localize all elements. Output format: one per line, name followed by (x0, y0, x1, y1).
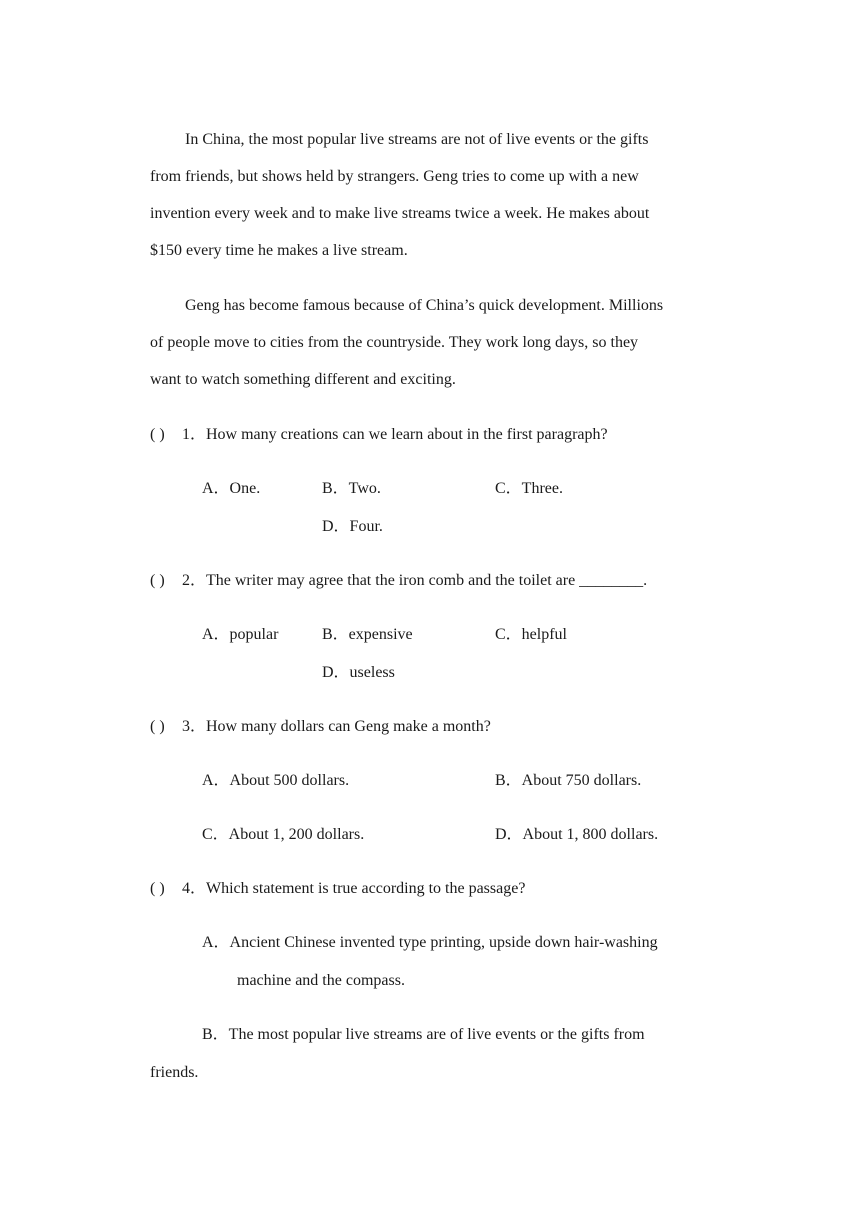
question-stem: 3．How many dollars can Geng make a month? (182, 718, 491, 735)
passage-line: Geng has become famous because of China’s quick development. Millions (185, 297, 664, 314)
passage-line: of people move to cities from the countryside. They work long days, so they (150, 334, 639, 351)
passage-line: invention every week and to make live streams twice a week. He makes about (150, 205, 650, 222)
option-b[interactable]: B．About 750 dollars. (495, 772, 642, 789)
option-a-continued: machine and the compass. (237, 972, 405, 989)
passage-line: In China, the most popular live streams are not of live events or the gifts (185, 131, 649, 148)
option-b-continued: friends. (150, 1064, 199, 1081)
option-b[interactable]: B．expensive (322, 626, 413, 643)
passage-line: $150 every time he makes a live stream. (150, 242, 408, 259)
question-stem: 2．The writer may agree that the iron comb and the toilet are ________. (182, 572, 648, 589)
answer-bracket[interactable]: ( ) (150, 718, 165, 735)
question-stem: 4．Which statement is true according to the passage? (182, 880, 526, 897)
answer-bracket[interactable]: ( ) (150, 572, 165, 589)
option-c[interactable]: C．helpful (495, 626, 567, 643)
passage-line: want to watch something different and exciting. (150, 371, 456, 388)
option-d[interactable]: D．useless (322, 664, 395, 681)
option-a[interactable]: A．popular (202, 626, 279, 643)
option-a[interactable]: A．One. (202, 480, 261, 497)
option-c[interactable]: C．About 1, 200 dollars. (202, 826, 365, 843)
option-b[interactable]: B．The most popular live streams are of live events or the gifts from (202, 1026, 645, 1043)
option-a[interactable]: A．About 500 dollars. (202, 772, 350, 789)
passage-line: from friends, but shows held by strangers. Geng tries to come up with a new (150, 168, 639, 185)
answer-bracket[interactable]: ( ) (150, 880, 165, 897)
option-d[interactable]: D．Four. (322, 518, 383, 535)
option-b[interactable]: B．Two. (322, 480, 381, 497)
option-a[interactable]: A．Ancient Chinese invented type printing, upside down hair-washing (202, 934, 658, 951)
question-stem: 1．How many creations can we learn about in the first paragraph? (182, 426, 608, 443)
option-c[interactable]: C．Three. (495, 480, 563, 497)
answer-bracket[interactable]: ( ) (150, 426, 165, 443)
option-d[interactable]: D．About 1, 800 dollars. (495, 826, 659, 843)
